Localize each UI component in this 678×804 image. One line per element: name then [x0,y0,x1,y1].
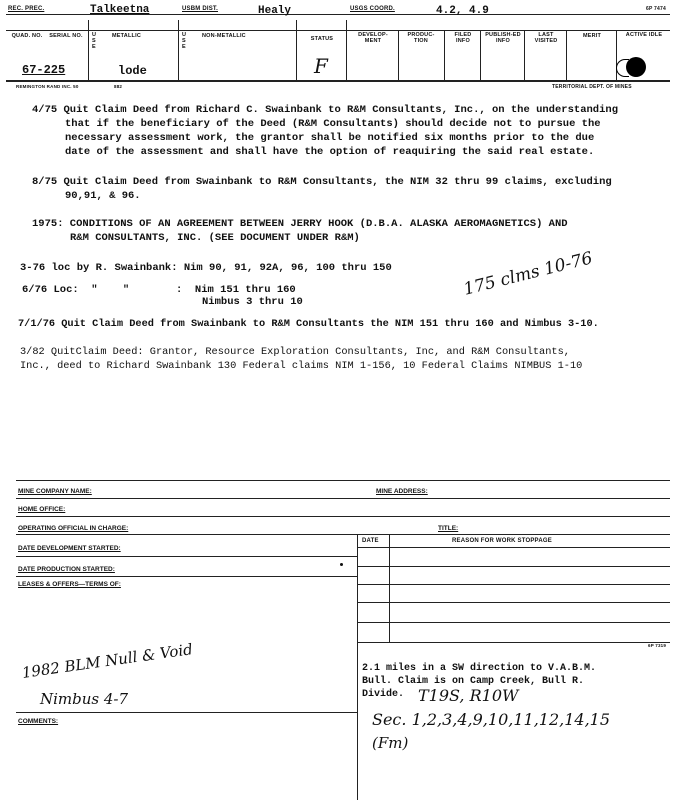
handwritten-claims-note: 175 clms 10-76 [461,248,595,300]
published-info-label: PUBLISH-ED INFO [485,32,521,44]
header-divider [296,20,297,80]
table-row-line [357,547,670,548]
form-line [16,498,670,499]
header-divider [480,30,481,80]
printer-imprint: REMINGTON RAND INC. 50 [16,84,79,89]
header-mid-line [6,30,670,31]
production-label: PRODUC-TION [407,32,435,44]
entry-6-76-loc: 6/76 Loc: " " [22,284,130,296]
entry-4-75-line2: that if the beneficiary of the Deed (R&M Consultants) should decide not to pursue the [65,118,601,130]
active-idle-label: ACTIVE IDLE [625,32,663,38]
form-code: 6P 7319 [648,643,667,648]
usgm-dist-label: USBM DIST. [182,6,219,12]
header-divider [178,20,179,80]
entry-6-76-nimbus: Nimbus 3 thru 10 [202,296,303,308]
rec-prec-label: REC. PREC. [8,6,45,12]
entry-8-75-line2: 90,91, & 96. [65,190,141,202]
header-bottom-line [6,80,670,82]
leases-offers-label: LEASES & OFFERS—TERMS OF: [18,581,121,588]
handwritten-nimbus-note: Nimbus 4-7 [40,690,129,708]
handwritten-fm: (Fm) [372,734,409,752]
location-line1: 2.1 miles in a SW direction to V.A.B.M. [362,663,597,674]
last-visited-label: LAST VISITED [534,32,558,44]
entry-1975-line1: 1975: CONDITIONS OF AN AGREEMENT BETWEEN JERRY HOOK (D.B.A. ALASKA AEROMAGNETICS) AND [32,218,568,230]
table-row-line [357,622,670,623]
operating-official-label: OPERATING OFFICIAL IN CHARGE: [18,525,129,532]
form-line [16,534,670,535]
status-mark: F [314,54,328,78]
table-row-line [357,566,670,567]
form-top-line [16,480,670,481]
entry-4-75-line4: date of the assessment and shall have the option of reaquiring the said real estate. [65,146,595,158]
date-column-header: DATE [362,538,379,544]
filed-info-label: FILED INFO [454,32,472,44]
header-divider [346,20,347,80]
location-line2: Bull. Claim is on Camp Creek, Bull R. [362,676,585,687]
header-divider [524,30,525,80]
usgs-coord-label: USGS COORD. [350,6,395,12]
status-label: STATUS [310,36,334,42]
header-divider [444,30,445,80]
date-production-label: DATE PRODUCTION STARTED: [18,566,115,573]
handwritten-sections: Sec. 1,2,3,4,9,10,11,12,14,15 [372,710,611,729]
table-date-divider [389,534,390,642]
entry-8-75-line1: 8/75 Quit Claim Deed from Swainbank to R&M Consultants, the NIM 32 thru 99 claims, excluding [32,176,612,188]
date-development-label: DATE DEVELOPMENT STARTED: [18,545,121,552]
entry-3-82-line2: Inc., deed to Richard Swainbank 130 Federal claims NIM 1-156, 10 Federal Claims NIMBUS 1-10 [20,360,583,372]
title-label: TITLE: [438,525,459,532]
form-line [16,576,357,577]
entry-3-82-line1: 3/82 QuitClaim Deed: Grantor, Resource Exploration Consultants, Inc, and R&M Consultants, [20,346,570,358]
location-line3: Divide. [362,689,405,700]
stray-dot [340,563,343,566]
mine-company-label: MINE COMPANY NAME: [18,488,92,495]
merit-label: MERIT [582,33,602,39]
rec-prec-value: Talkeetna [90,4,150,16]
entry-1975-line2: R&M CONSULTANTS, INC. (SEE DOCUMENT UNDER R&M) [70,232,360,244]
reason-column-header: REASON FOR WORK STOPPAGE [452,538,552,544]
metallic-use-letters: U S E [92,32,97,50]
handwritten-blm-note: 1982 BLM Null & Void [20,640,194,682]
comments-label: COMMENTS: [18,718,59,725]
entry-4-75-line1: 4/75 Quit Claim Deed from Richard C. Swainbank to R&M Consultants, Inc., on the understanding [32,104,618,116]
home-office-label: HOME OFFICE: [18,506,66,513]
header-divider [88,20,89,80]
entry-6-76-nim: : Nim 151 thru 160 [176,284,296,296]
active-status-dot [626,57,646,77]
usgm-dist-value: Healy [258,5,292,17]
entry-7-1-76: 7/1/76 Quit Claim Deed from Swainbank to R&M Consultants the NIM 151 thru 160 and Nimbus 3-10. [18,318,599,330]
header-divider [398,30,399,80]
quad-no-label: QUAD. NO. [11,33,43,39]
entry-3-76: 3-76 loc by R. Swainbank: Nim 90, 91, 92A, 96, 100 thru 150 [20,262,392,274]
table-bottom-line [357,642,670,643]
handwritten-township: T19S, R10W [418,686,519,705]
usgs-coord-value: 4.2, 4.9 [436,5,489,17]
serial-no-label: SERIAL NO. [49,33,83,39]
metallic-value: lode [118,64,147,78]
bottom-divider [357,642,358,800]
form-line [16,712,357,713]
header-divider [566,30,567,80]
mine-address-label: MINE ADDRESS: [376,488,428,495]
corner-code: 6P 7474 [646,6,666,12]
nonmetallic-label: NON-METALLIC [202,33,246,39]
nonmetallic-use-letters: U S E [182,32,187,50]
form-line [16,516,670,517]
quad-serial-value: 67-225 [22,63,66,77]
form-line [16,556,357,557]
territorial-dept: TERRITORIAL DEPT. OF MINES [552,84,632,90]
active-status-bracket [616,59,629,77]
metallic-label: METALLIC [112,33,141,39]
table-left-border [357,534,358,642]
table-row-line [357,602,670,603]
development-label: DEVELOP-MENT [358,32,388,44]
table-row-line [357,584,670,585]
form-number: 882 [114,84,123,89]
entry-4-75-line3: necessary assessment work, the grantor shall be notified six months prior to the due [65,132,595,144]
